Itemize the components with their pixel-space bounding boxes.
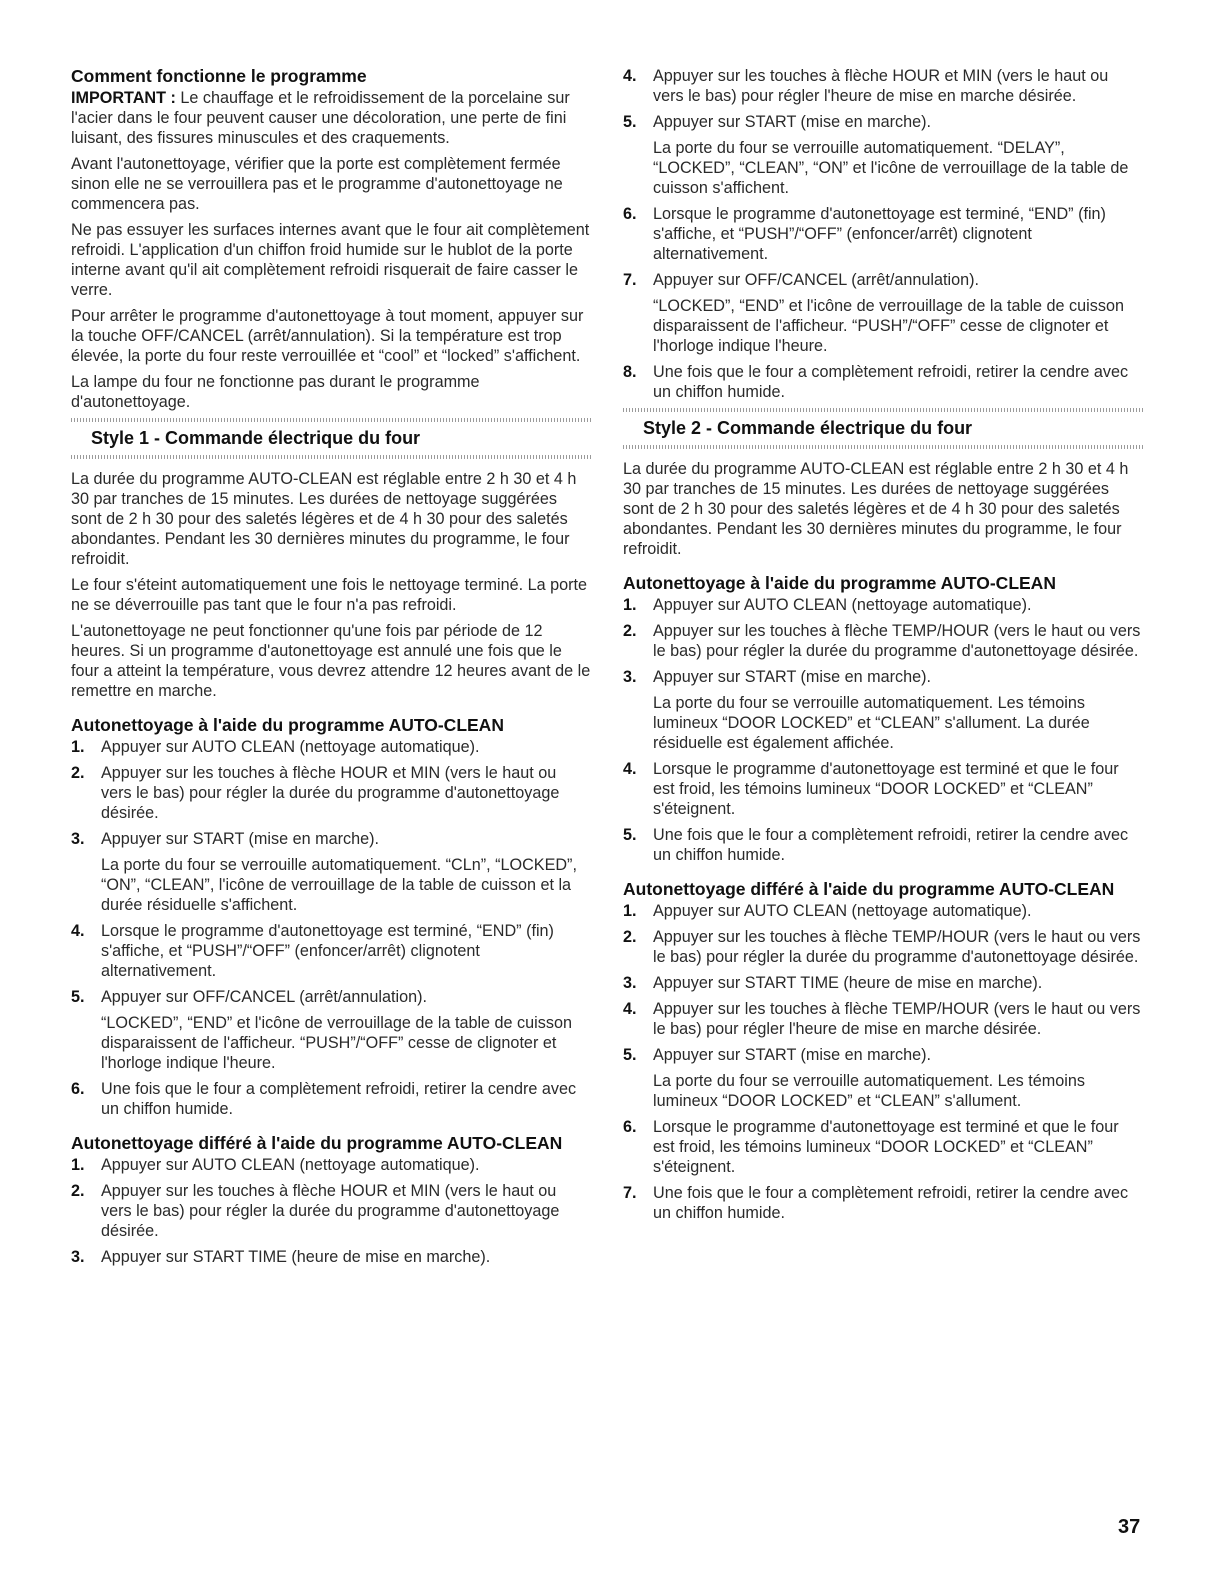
- right-delayed-clean-heading: Autonettoyage différé à l'aide du programme AUTO-CLEAN: [623, 879, 1115, 899]
- step-text: Appuyer sur OFF/CANCEL (arrêt/annulation).: [653, 271, 979, 289]
- list-item: [623, 270, 1143, 356]
- step-number: 2.: [71, 1182, 85, 1200]
- step-text: Lorsque le programme d'autonettoyage est terminé et que le four est froid, les témoins lumineux “DOOR LOCKED” et “CLEAN” s'éteignent.: [653, 760, 1119, 818]
- step-text: Appuyer sur les touches à flèche HOUR et MIN (vers le haut ou vers le bas) pour régler l'heure de mise en marche désirée.: [653, 67, 1109, 105]
- list-item: [623, 999, 1143, 1039]
- step-number: 8.: [623, 363, 637, 381]
- step-number: 2.: [623, 928, 637, 946]
- step-number: 4.: [71, 922, 85, 940]
- list-item: [623, 825, 1143, 865]
- step-text: Une fois que le four a complètement refroidi, retirer la cendre avec un chiffon humide.: [653, 1184, 1129, 1222]
- step-number: 4.: [623, 1000, 637, 1018]
- list-item: [623, 973, 1143, 993]
- step-text: Une fois que le four a complètement refroidi, retirer la cendre avec un chiffon humide.: [101, 1080, 577, 1118]
- list-item: [623, 1183, 1143, 1223]
- step-number: 1.: [623, 902, 637, 920]
- step-text: Appuyer sur AUTO CLEAN (nettoyage automatique).: [653, 902, 1032, 920]
- list-item: [71, 829, 591, 915]
- list-item: [623, 621, 1143, 661]
- step-text: Appuyer sur START (mise en marche).: [653, 1046, 931, 1064]
- hatch-divider: [71, 455, 591, 459]
- list-item: [71, 1079, 591, 1119]
- step-text: Lorsque le programme d'autonettoyage est terminé, “END” (fin) s'affiche, et “PUSH”/“OFF” (enfoncer/arrêt) clignotent alternativement.: [653, 205, 1106, 263]
- right-auto-clean-heading: Autonettoyage à l'aide du programme AUTO-CLEAN: [623, 573, 1056, 593]
- right-column: [623, 66, 1143, 1229]
- step-text: Appuyer sur AUTO CLEAN (nettoyage automatique).: [101, 738, 480, 756]
- page-number: 37: [1118, 1516, 1141, 1538]
- list-item: [71, 737, 591, 757]
- list-item: [623, 112, 1143, 198]
- list-item: [623, 1117, 1143, 1177]
- step-number: 3.: [623, 974, 637, 992]
- step-note: La porte du four se verrouille automatiquement. “CLn”, “LOCKED”, “ON”, “CLEAN”, l'icône de verrouillage de la table de cuisson et la durée résiduelle s'affichent.: [101, 856, 577, 914]
- step-text: Appuyer sur START (mise en marche).: [101, 830, 379, 848]
- step-number: 2.: [623, 622, 637, 640]
- list-item: [623, 1045, 1143, 1111]
- step-number: 4.: [623, 67, 637, 85]
- step-number: 1.: [71, 1156, 85, 1174]
- left-delayed-clean-steps: [71, 1155, 591, 1267]
- step-text: Une fois que le four a complètement refroidi, retirer la cendre avec un chiffon humide.: [653, 363, 1129, 401]
- oven-light-paragraph: La lampe du four ne fonctionne pas durant le programme d'autonettoyage.: [71, 373, 480, 411]
- step-number: 6.: [623, 205, 637, 223]
- list-item: [623, 667, 1143, 753]
- step-note: La porte du four se verrouille automatiquement. Les témoins lumineux “DOOR LOCKED” et “CLEAN” s'allument. La durée résiduelle est également affichée.: [653, 694, 1090, 752]
- step-text: Appuyer sur START TIME (heure de mise en marche).: [101, 1248, 491, 1266]
- list-item: [71, 987, 591, 1073]
- step-text: Appuyer sur START (mise en marche).: [653, 113, 931, 131]
- style2-heading-block: [623, 408, 1143, 449]
- style2-heading: Style 2 - Commande électrique du four: [643, 418, 973, 438]
- step-number: 3.: [71, 830, 85, 848]
- right-delayed-clean-steps: [623, 901, 1143, 1223]
- style2-duration-paragraph: La durée du programme AUTO-CLEAN est réglable entre 2 h 30 et 4 h 30 par tranches de 15 minutes. Les durées de nettoyage suggérées sont de 2 h 30 pour des saletés légères et de 4 h 30 pour des saletés abondantes. Pendant les 30 dernières minutes du programme, le four refroidit.: [623, 460, 1129, 558]
- style1-12h-paragraph: L'autonettoyage ne peut fonctionner qu'une fois par période de 12 heures. Si un programme d'autonettoyage est annulé une fois que le four a atteint la température, vous devrez attendre 12 heures avant de le remettre en marche.: [71, 622, 591, 700]
- list-item: [623, 204, 1143, 264]
- step-number: 3.: [623, 668, 637, 686]
- list-item: [71, 763, 591, 823]
- style1-auto-off-paragraph: Le four s'éteint automatiquement une fois le nettoyage terminé. La porte ne se déverrouille pas tant que le four n'a pas refroidi.: [71, 576, 588, 614]
- step-text: Une fois que le four a complètement refroidi, retirer la cendre avec un chiffon humide.: [653, 826, 1129, 864]
- step-number: 6.: [623, 1118, 637, 1136]
- list-item: [623, 595, 1143, 615]
- step-number: 5.: [623, 1046, 637, 1064]
- step-text: Lorsque le programme d'autonettoyage est terminé, “END” (fin) s'affiche, et “PUSH”/“OFF” (enfoncer/arrêt) clignotent alternativement.: [101, 922, 554, 980]
- step-number: 1.: [623, 596, 637, 614]
- step-text: Appuyer sur les touches à flèche TEMP/HOUR (vers le haut ou vers le bas) pour régler la durée du programme d'autonettoyage désirée.: [653, 622, 1141, 660]
- step-text: Appuyer sur START TIME (heure de mise en marche).: [653, 974, 1043, 992]
- left-column: [71, 66, 591, 1273]
- step-number: 7.: [623, 1184, 637, 1202]
- step-note: “LOCKED”, “END” et l'icône de verrouillage de la table de cuisson disparaissent de l'afficheur. “PUSH”/“OFF” cesse de clignoter et l'horloge indique l'heure.: [101, 1014, 572, 1072]
- style1-duration-paragraph: La durée du programme AUTO-CLEAN est réglable entre 2 h 30 et 4 h 30 par tranches de 15 minutes. Les durées de nettoyage suggérées sont de 2 h 30 pour des saletés légères et de 4 h 30 pour des saletés abondantes. Pendant les 30 dernières minutes du programme, le four refroidit.: [71, 470, 577, 568]
- step-number: 1.: [71, 738, 85, 756]
- list-item: [71, 1181, 591, 1241]
- step-text: Appuyer sur OFF/CANCEL (arrêt/annulation).: [101, 988, 427, 1006]
- step-text: Appuyer sur START (mise en marche).: [653, 668, 931, 686]
- step-number: 5.: [71, 988, 85, 1006]
- step-text: Appuyer sur les touches à flèche TEMP/HOUR (vers le haut ou vers le bas) pour régler la durée du programme d'autonettoyage désirée.: [653, 928, 1141, 966]
- step-text: Appuyer sur AUTO CLEAN (nettoyage automatique).: [653, 596, 1032, 614]
- step-text: Lorsque le programme d'autonettoyage est terminé et que le four est froid, les témoins lumineux “DOOR LOCKED” et “CLEAN” s'éteignent.: [653, 1118, 1119, 1176]
- step-number: 5.: [623, 826, 637, 844]
- list-item: [71, 921, 591, 981]
- important-text: Le chauffage et le refroidissement de la porcelaine sur l'acier dans le four peuvent causer une décoloration, une perte de fini luisant, des fissures minuscules et des craquements.: [71, 89, 570, 147]
- step-number: 6.: [71, 1080, 85, 1098]
- list-item: [623, 927, 1143, 967]
- door-closed-paragraph: Avant l'autonettoyage, vérifier que la porte est complètement fermée sinon elle ne se verrouillera pas et le programme d'autonettoyage ne commencera pas.: [71, 155, 563, 213]
- list-item: [623, 759, 1143, 819]
- style1-heading-block: [71, 418, 591, 459]
- step-number: 3.: [71, 1248, 85, 1266]
- important-paragraph: [71, 88, 591, 148]
- do-not-wipe-paragraph: Ne pas essuyer les surfaces internes avant que le four ait complètement refroidi. L'application d'un chiffon froid humide sur le hublot de la porte interne avant qu'il ait complètement refroidi risquerait de faire casser le verre.: [71, 221, 590, 299]
- step-text: Appuyer sur les touches à flèche HOUR et MIN (vers le haut ou vers le bas) pour régler la durée du programme d'autonettoyage désirée.: [101, 764, 560, 822]
- step-note: “LOCKED”, “END” et l'icône de verrouillage de la table de cuisson disparaissent de l'afficheur. “PUSH”/“OFF” cesse de clignoter et l'horloge indique l'heure.: [653, 297, 1124, 355]
- list-item: [623, 362, 1143, 402]
- step-text: Appuyer sur les touches à flèche HOUR et MIN (vers le haut ou vers le bas) pour régler la durée du programme d'autonettoyage désirée.: [101, 1182, 560, 1240]
- step-text: Appuyer sur les touches à flèche TEMP/HOUR (vers le haut ou vers le bas) pour régler l'heure de mise en marche désirée.: [653, 1000, 1141, 1038]
- how-it-works-heading: Comment fonctionne le programme: [71, 66, 367, 86]
- style1-heading: Style 1 - Commande électrique du four: [91, 428, 421, 448]
- step-number: 2.: [71, 764, 85, 782]
- step-number: 4.: [623, 760, 637, 778]
- left-auto-clean-steps: [71, 737, 591, 1119]
- right-auto-clean-steps: [623, 595, 1143, 865]
- step-number: 5.: [623, 113, 637, 131]
- list-item: [623, 901, 1143, 921]
- step-note: La porte du four se verrouille automatiquement. “DELAY”, “LOCKED”, “CLEAN”, “ON” et l'icône de verrouillage de la table de cuisson s'affichent.: [653, 139, 1129, 197]
- left-auto-clean-heading: Autonettoyage à l'aide du programme AUTO-CLEAN: [71, 715, 504, 735]
- right-continued-steps: [623, 66, 1143, 402]
- left-delayed-clean-heading: Autonettoyage différé à l'aide du programme AUTO-CLEAN: [71, 1133, 563, 1153]
- step-text: Appuyer sur AUTO CLEAN (nettoyage automatique).: [101, 1156, 480, 1174]
- list-item: [623, 66, 1143, 106]
- list-item: [71, 1247, 591, 1267]
- stop-cycle-paragraph: Pour arrêter le programme d'autonettoyage à tout moment, appuyer sur la touche OFF/CANCEL (arrêt/annulation). Si la température est trop élevée, la porte du four reste verrouillée et “cool” et “locked” s'affichent.: [71, 307, 584, 365]
- important-label: IMPORTANT :: [71, 89, 176, 107]
- list-item: [71, 1155, 591, 1175]
- hatch-divider: [623, 445, 1143, 449]
- step-number: 7.: [623, 271, 637, 289]
- step-note: La porte du four se verrouille automatiquement. Les témoins lumineux “DOOR LOCKED” et “CLEAN” s'allument.: [653, 1072, 1085, 1110]
